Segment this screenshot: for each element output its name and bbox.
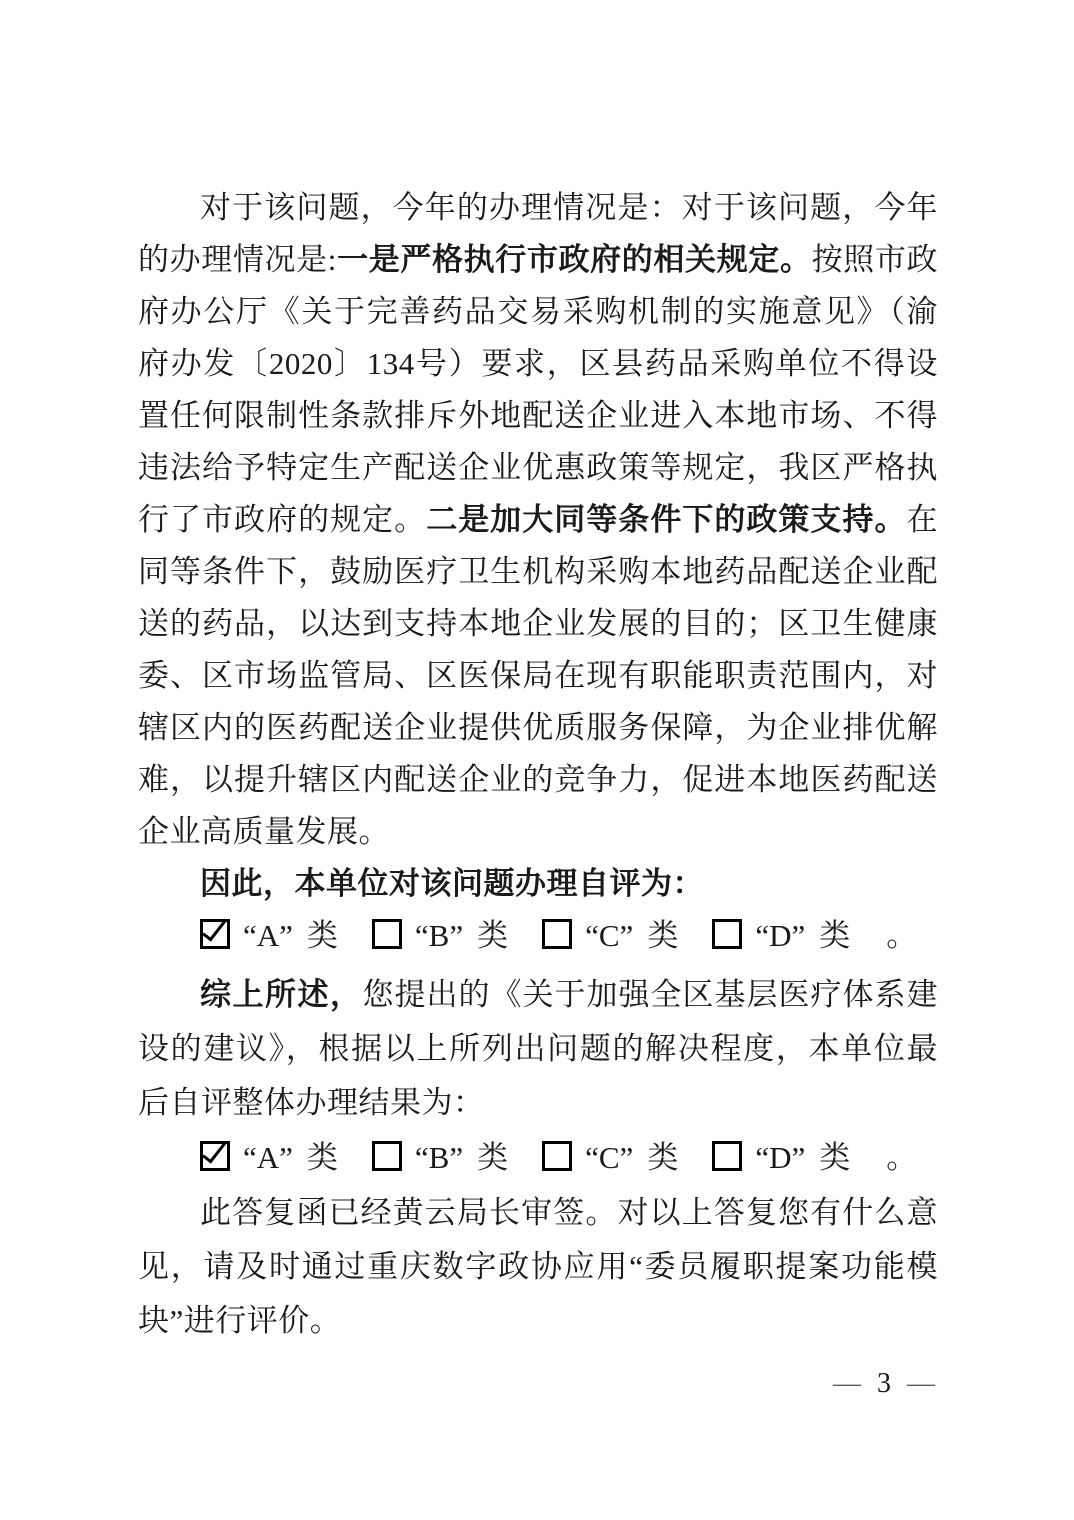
checkbox-d[interactable] [712,919,742,949]
page-number [833,1368,935,1400]
option-c-overall [542,1140,678,1175]
document-body [138,182,938,1348]
option-b [372,918,508,953]
option-a-overall [200,1140,338,1175]
text-run-handling-intro: 对于该问题，今年的办理情况是：对于该问题，今年的办理情况是: [138,190,938,277]
option-b-overall-suffix: 类 [477,1140,509,1175]
option-c-overall-suffix: 类 [647,1140,679,1175]
option-a-overall-suffix: 类 [306,1140,338,1175]
text-run-point-two-bold: 二是加大同等条件下的政策支持。 [426,502,907,537]
row-period-overall: 。 [886,1140,918,1175]
checkbox-c-overall[interactable] [542,1141,572,1171]
page-number-left-dash: — [833,1368,861,1399]
self-eval-row-overall [138,1132,938,1184]
option-a [200,918,338,953]
option-a-label: “A” [243,918,293,953]
option-a-suffix: 类 [306,918,338,953]
text-run-summary-lead-bold: 综上所述， [200,977,363,1012]
option-c [542,918,678,953]
checkbox-a-overall-checked[interactable] [200,1141,230,1171]
self-eval-row-problem [138,910,938,962]
option-b-overall [372,1140,508,1175]
option-d-overall [712,1140,850,1175]
page-number-value: 3 [877,1368,891,1399]
option-d-overall-label: “D” [755,1140,806,1175]
checkbox-b-overall[interactable] [372,1141,402,1171]
option-b-overall-label: “B” [414,1140,464,1175]
row-period: 。 [886,918,918,953]
text-run-summary-body: 您提出的《关于加强全区基层医疗体系建设的建议》，根据以上所列出问题的解决程度，本单位最后自评整体办理结果为： [138,977,938,1120]
checkbox-b[interactable] [372,919,402,949]
option-d-suffix: 类 [819,918,851,953]
option-b-suffix: 类 [477,918,509,953]
option-c-label: “C” [585,918,634,953]
option-b-label: “B” [414,918,464,953]
option-d-label: “D” [755,918,806,953]
option-c-overall-label: “C” [585,1140,634,1175]
text-run-support-detail: 在同等条件下，鼓励医疗卫生机构采购本地药品配送企业配送的药品，以达到支持本地企业发展的目的；区卫生健康委、区市场监管局、区医保局在现有职能职责范围内，对辖区内的医药配送企业提供优质服务保障，为企业排优解难，以提升辖区内配送企业的竞争力，促进本地医药配送企业高质量发展。 [138,502,938,849]
option-c-suffix: 类 [647,918,679,953]
checkbox-a-checked[interactable] [200,919,230,949]
checkbox-c[interactable] [542,919,572,949]
paragraph-self-evaluation-intro: 因此，本单位对该问题办理自评为： [200,866,704,901]
option-d [712,918,850,953]
checkbox-d-overall[interactable] [712,1141,742,1171]
paragraph-summary [138,968,938,1130]
page-number-right-dash: — [907,1368,935,1399]
paragraph-signoff: 此答复函已经黄云局长审签。对以上答复您有什么意见，请及时通过重庆数字政协应用“委员履职提案功能模块”进行评价。 [138,1195,938,1338]
text-run-point-one-bold: 一是严格执行市政府的相关规定。 [336,242,812,277]
option-a-overall-label: “A” [243,1140,293,1175]
paragraph-problem-handling [138,182,938,858]
text-run-policy-detail: 按照市政府办公厅《关于完善药品交易采购机制的实施意见》（渝府办发〔2020〕134号）要求，区县药品采购单位不得设置任何限制性条款排斥外地配送企业进入本地市场、不得违法给予特定生产配送企业优惠政策等规定，我区严格执行了市政府的规定。 [138,242,939,537]
option-d-overall-suffix: 类 [819,1140,851,1175]
